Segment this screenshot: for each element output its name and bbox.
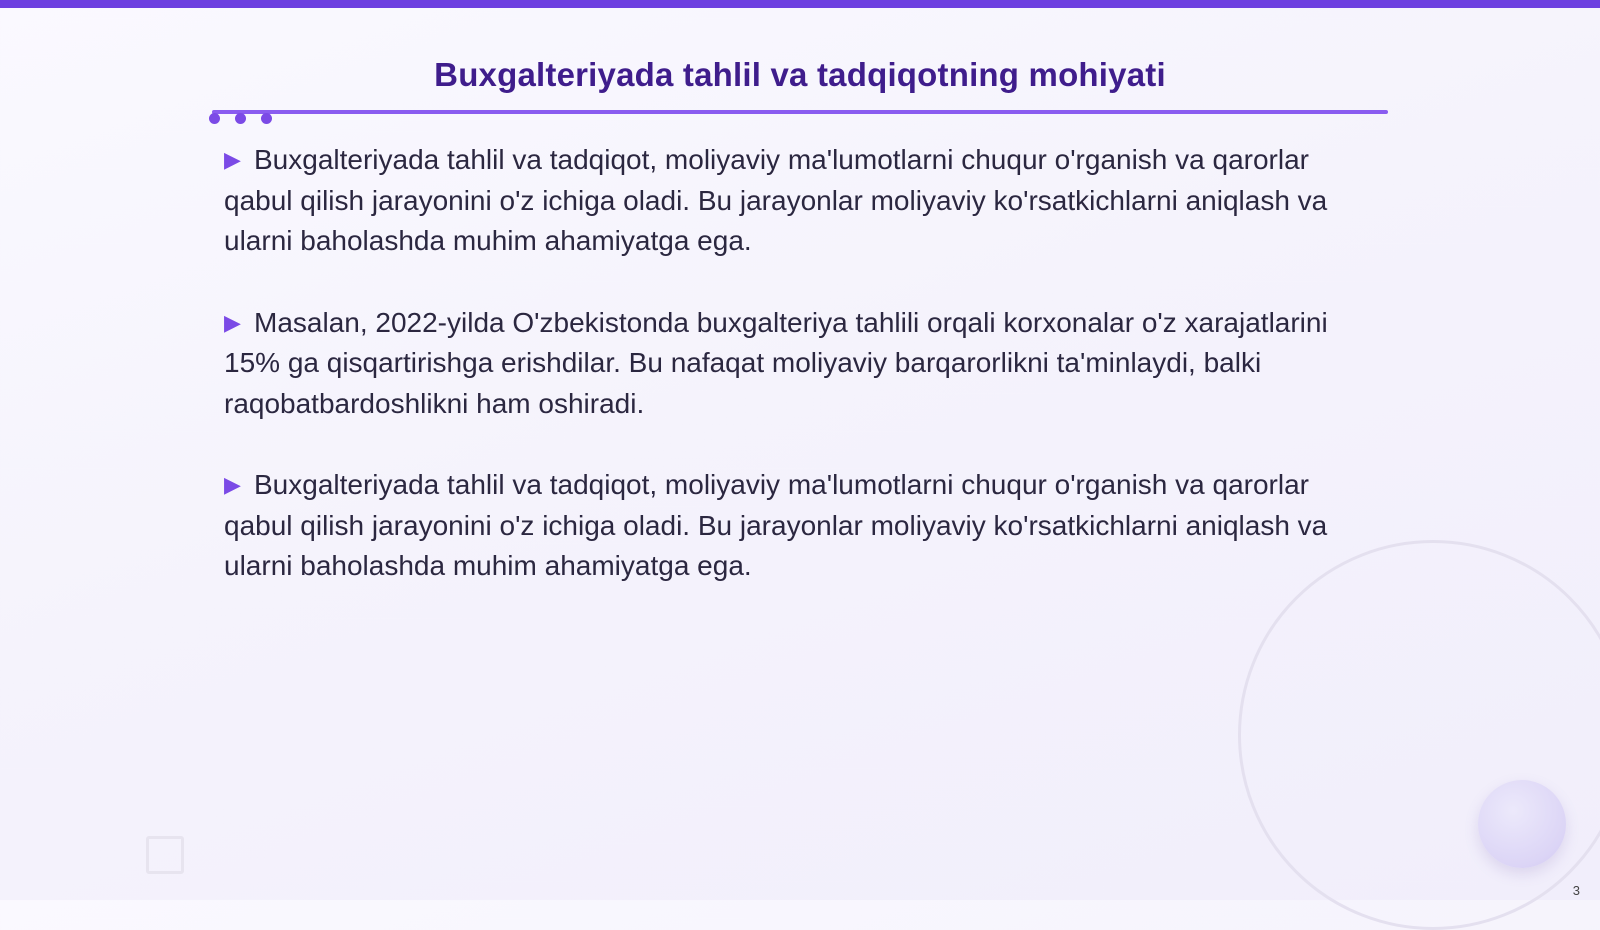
bullet-text: Masalan, 2022-yilda O'zbekistonda buxgalteriya tahlili orqali korxonalar o'z xarajatlarini 15% ga qisqartirishga erishdilar. Bu nafaqat moliyaviy barqarorlikni ta'minlaydi, balki raqobatbardoshlikni ham oshiradi. [224, 306, 1328, 419]
triangle-bullet-icon: ▶ [224, 472, 241, 497]
bullet-item [224, 140, 1354, 262]
decorative-square [146, 836, 184, 874]
triangle-bullet-icon: ▶ [224, 147, 241, 172]
bullet-text: Buxgalteriyada tahlil va tadqiqot, moliyaviy ma'lumotlarni chuqur o'rganish va qarorlar qabul qilish jarayonini o'z ichiga oladi. Bu jarayonlar moliyaviy ko'rsatkichlarni aniqlash va ularni baholashda muhim ahamiyatga ega. [224, 144, 1328, 256]
top-accent-bar [0, 0, 1600, 8]
decorative-orb [1478, 780, 1566, 868]
page-number: 3 [1572, 883, 1580, 898]
triangle-bullet-icon: ▶ [224, 309, 241, 335]
bullet-text: Buxgalteriyada tahlil va tadqiqot, moliyaviy ma'lumotlarni chuqur o'rganish va qarorlar qabul qilish jarayonini o'z ichiga oladi. Bu jarayonlar moliyaviy ko'rsatkichlarni aniqlash va ularni baholashda muhim ahamiyatga ega. [224, 469, 1328, 581]
slide-title: Buxgalteriyada tahlil va tadqiqotning mohiyati [434, 56, 1166, 93]
decorative-dot [235, 113, 246, 124]
bullet-item [224, 465, 1354, 587]
decorative-ring [1238, 540, 1600, 930]
decorative-dot [209, 113, 220, 124]
bullet-list [224, 140, 1354, 628]
bullet-item [224, 303, 1354, 425]
decorative-dot [261, 113, 272, 124]
title-underline [212, 110, 1388, 114]
